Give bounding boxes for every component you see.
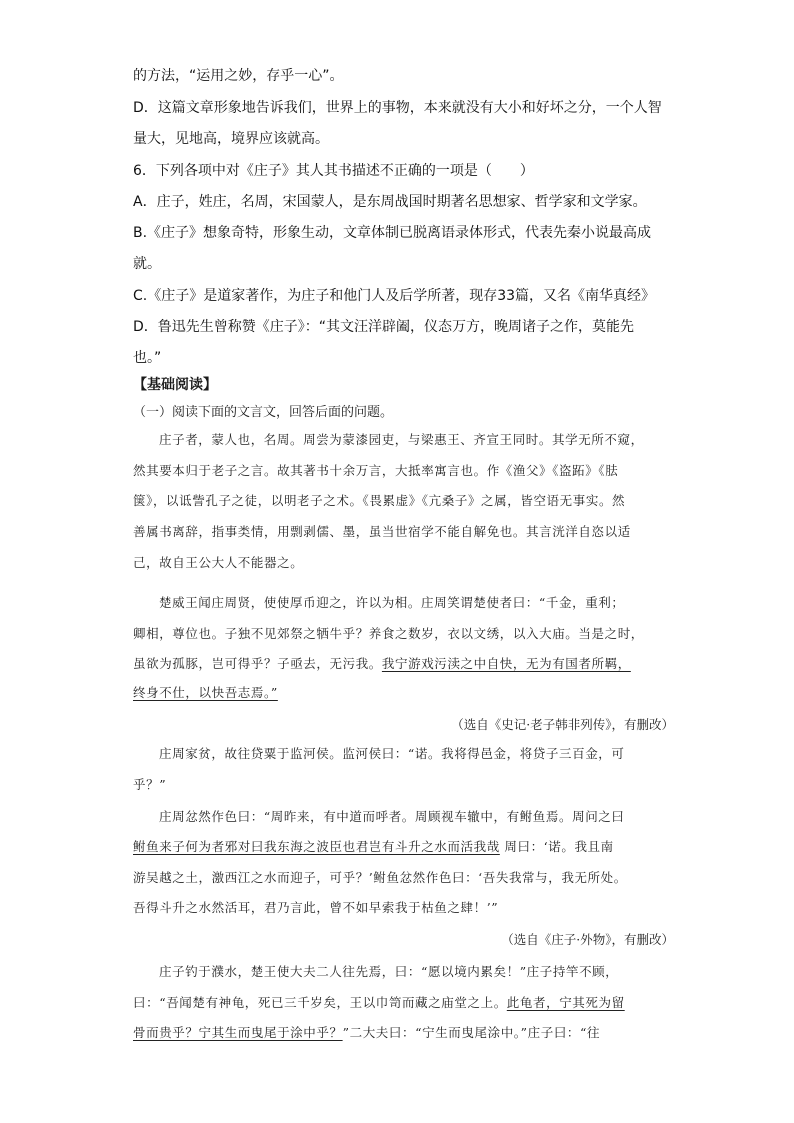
passage3-line6: 吾得斗升之水然活耳，君乃言此，曾不如早索我于枯鱼之肆！’” xyxy=(133,900,499,915)
passage2-underlined-sentence-part1: 我宁游戏污渎之中自快，无为有国者所羁， xyxy=(381,656,631,671)
question-6-option-b-line2: 就。 xyxy=(133,256,161,272)
passage3-line3: 庄周忿然作色曰：“周昨来，有中道而呼者。周顾视车辙中，有鲋鱼焉。周问之曰 xyxy=(159,809,625,824)
passage2-line3-text: 虽欲为孤豚，岂可得乎？子亟去，无污我。 xyxy=(133,656,382,671)
passage2-underlined-sentence-part2: 终身不仕，以快吾志焉。” xyxy=(133,685,278,700)
question-6-option-d-line2: 也。” xyxy=(133,350,162,366)
passage1-line2: 然其要本归于老子之言。故其著书十余万言，大抵率寓言也。作《渔父》《盗跖》《胠 xyxy=(133,463,619,478)
question-6-option-d-line1: D．鲁迅先生曾称赞《庄子》：“其文汪洋辟阖，仪态万方，晚周诸子之作，莫能先 xyxy=(133,319,635,335)
question-6-option-b-line1: B.《庄子》想象奇特，形象生动，文章体制已脱离语录体形式，代表先秦小说最高成 xyxy=(133,225,652,241)
passage4-line2-text: 曰：“吾闻楚有神龟，死已三千岁矣，王以巾笥而藏之庙堂之上。 xyxy=(133,995,507,1010)
question-6-option-c: C.《庄子》是道家著作，为庄子和他门人及后学所著，现存33篇，又名《南华真经》 xyxy=(133,288,656,304)
passage2-line1: 楚威王闻庄周贤，使使厚币迎之，许以为相。庄周笑谓楚使者曰：“千金，重利； xyxy=(159,595,625,610)
question-6-option-a: A．庄子，姓庄，名周，宋国蒙人，是东周战国时期著名思想家、哲学家和文学家。 xyxy=(133,194,647,210)
passage4-line3 xyxy=(133,1024,681,1042)
passage4-line3-text: ”二大夫曰：“宁生而曳尾涂中。”庄子曰：“往 xyxy=(342,1025,601,1040)
option-c-tail: 的方法，“运用之妙，存乎一心”。 xyxy=(133,68,344,84)
passage3-line4 xyxy=(133,838,681,856)
option-d-line2: 量大，见地高，境界应该就高。 xyxy=(133,131,329,147)
passage1-line4: 善属书离辞，指事类情，用剽剥儒、墨，虽当世宿学不能自解免也。其言洸洋自恣以适 xyxy=(133,524,631,539)
passage3-line4-text: 周曰：‘诺。我且南 xyxy=(499,839,614,854)
passage3-line5: 游吴越之土，激西江之水而迎子，可乎？’鲋鱼忿然作色曰：‘吾失我常与，我无所处。 xyxy=(133,870,627,885)
passage2-source: （选自《史记·老子韩非列传》，有删改） xyxy=(451,717,674,732)
passage2-line3 xyxy=(133,655,681,673)
passage2-line4 xyxy=(133,684,681,702)
passage1-line3: 箧》，以诋訾孔子之徒，以明老子之术。《畏累虚》《亢桑子》之属，皆空语无事实。然 xyxy=(133,493,626,508)
section-heading: 【基础阅读】 xyxy=(133,377,217,393)
passage1-line1: 庄子者，蒙人也，名周。周尝为蒙漆园吏，与梁惠王、齐宣王同时。其学无所不窥， xyxy=(159,432,644,447)
passage2-line2: 卿相，尊位也。子独不见郊祭之牺牛乎？养食之数岁，衣以文绣，以入大庙。当是之时， xyxy=(133,626,644,641)
passage4-underlined-sentence-part1: 此龟者，宁其死为留 xyxy=(506,995,625,1010)
passage1-line5: 己，故自王公大人不能器之。 xyxy=(133,555,304,570)
passage4-line1: 庄子钓于濮水，楚王使大夫二人往先焉，曰：“愿以境内累矣！”庄子持竿不顾， xyxy=(159,964,619,979)
passage4-line2 xyxy=(133,994,681,1012)
passage4-underlined-sentence-part2: 骨而贵乎？宁其生而曳尾于涂中乎？ xyxy=(133,1025,343,1040)
passage3-underlined-sentence: 鲋鱼来子何为者邪对曰我东海之波臣也君岂有斗升之水而活我哉 xyxy=(133,839,500,854)
option-d-line1: D．这篇文章形象地告诉我们，世界上的事物，本来就没有大小和好坏之分，一个人智 xyxy=(133,100,662,116)
question-6-stem: 6．下列各项中对《庄子》其人其书描述不正确的一项是（ ） xyxy=(133,163,534,179)
passage3-source: （选自《庄子·外物》，有删改） xyxy=(501,932,674,947)
section-instruction: （一）阅读下面的文言文，回答后面的问题。 xyxy=(133,405,394,420)
passage3-line1: 庄周家贫，故往贷粟于监河侯。监河侯曰：“诺。我将得邑金，将贷子三百金，可 xyxy=(159,746,625,761)
passage3-line2: 乎？” xyxy=(133,777,167,792)
